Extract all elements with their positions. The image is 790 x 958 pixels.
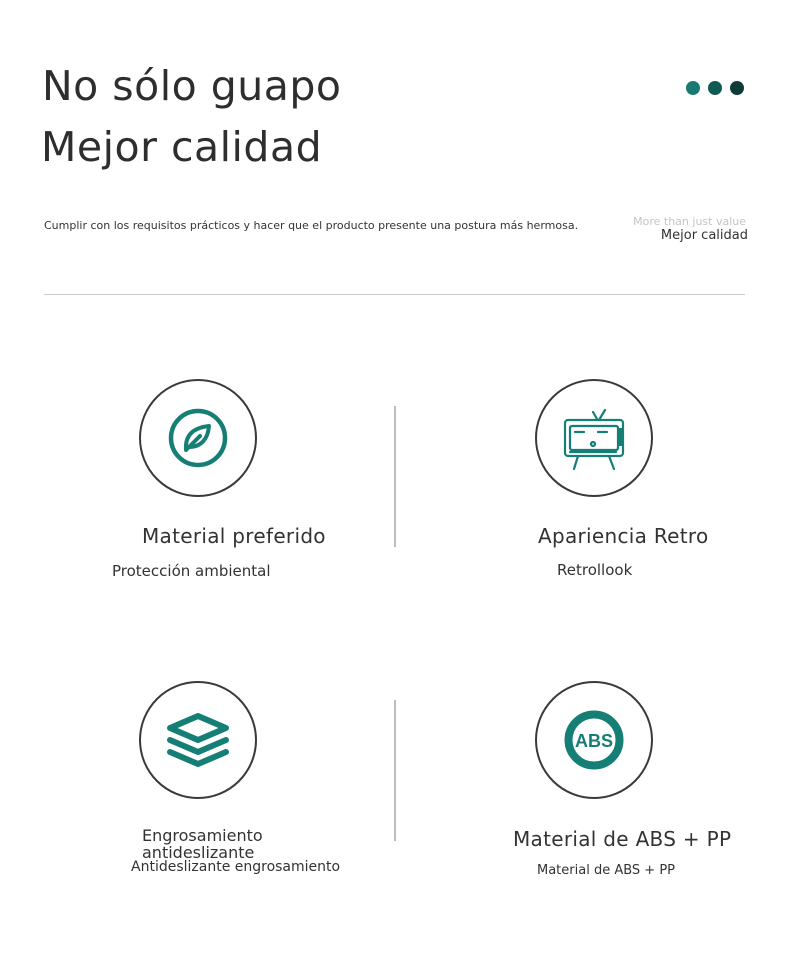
feature-description: Antideslizante engrosamiento xyxy=(131,859,341,875)
feature-icon-circle xyxy=(535,681,653,799)
feature-icon-circle xyxy=(139,379,257,497)
retro-tv-icon xyxy=(537,381,651,495)
header-divider xyxy=(44,294,745,295)
leaf-icon xyxy=(141,381,255,495)
feature-divider-top xyxy=(394,406,396,547)
headline-line-1: No sólo guapo xyxy=(42,62,342,110)
feature-icon-circle xyxy=(535,379,653,497)
abs-badge-icon xyxy=(537,683,651,797)
feature-title-line-1: Engrosamiento xyxy=(142,826,263,845)
feature-icon-circle xyxy=(139,681,257,799)
dot-3 xyxy=(730,81,744,95)
tagline-english: More than just value xyxy=(633,215,746,228)
layers-icon xyxy=(141,683,255,797)
feature-description: Retrollook xyxy=(557,561,633,579)
header-subtitle: Cumplir con los requisitos prácticos y hacer que el producto presente una postura más hermosa. xyxy=(44,219,579,232)
feature-description: Protección ambiental xyxy=(112,562,271,580)
feature-description: Material de ABS + PP xyxy=(537,863,675,878)
feature-divider-bottom xyxy=(394,700,396,841)
abs-icon-text: ABS xyxy=(574,731,614,751)
feature-title: Material preferido xyxy=(142,524,326,548)
tagline-spanish: Mejor calidad xyxy=(660,228,748,243)
feature-title: Material de ABS + PP xyxy=(513,827,732,851)
headline-line-2: Mejor calidad xyxy=(41,123,323,171)
dot-1 xyxy=(686,81,700,95)
feature-title: Apariencia Retro xyxy=(538,524,709,548)
feature-title-line-2: antideslizante xyxy=(142,843,255,862)
dot-2 xyxy=(708,81,722,95)
